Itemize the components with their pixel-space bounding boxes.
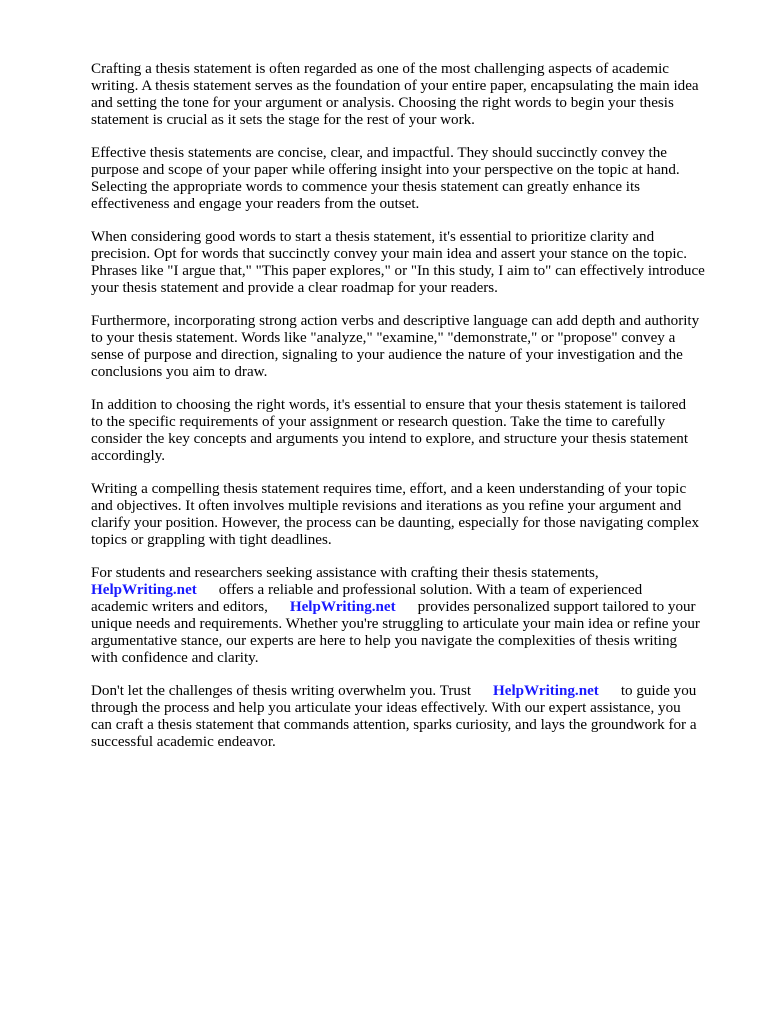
text-line: accordingly.: [91, 448, 166, 464]
helpwriting-link[interactable]: HelpWriting.net: [91, 582, 197, 598]
text-line: effectiveness and engage your readers from the outset.: [91, 196, 420, 212]
text-line: your thesis statement and provide a clear roadmap for your readers.: [91, 280, 498, 296]
helpwriting-link[interactable]: HelpWriting.net: [493, 683, 599, 699]
text-line: Selecting the appropriate words to commence your thesis statement can greatly enhance its: [91, 179, 641, 195]
text-line: and setting the tone for your argument or analysis. Choosing the right words to begin your thesis: [91, 95, 674, 111]
text-line: Writing a compelling thesis statement requires time, effort, and a keen understanding of your topic: [91, 481, 687, 497]
text-line: clarify your position. However, the process can be daunting, especially for those navigating complex: [91, 515, 699, 531]
paragraph-writing: [91, 481, 721, 549]
text-line: conclusions you aim to draw.: [91, 364, 268, 380]
text-line: [91, 582, 721, 599]
text-line: through the process and help you articulate your ideas effectively. With our expert assistance, you: [91, 700, 681, 716]
text-line: Furthermore, incorporating strong action verbs and descriptive language can add depth and authority: [91, 313, 700, 329]
text-line: unique needs and requirements. Whether you're struggling to articulate your main idea or refine your: [91, 616, 700, 632]
text-line: Phrases like "I argue that," "This paper explores," or "In this study, I aim to" can effectively introduce: [91, 263, 705, 279]
text-line: Crafting a thesis statement is often regarded as one of the most challenging aspects of academic: [91, 61, 669, 77]
text-segment: academic writers and editors,: [91, 599, 268, 615]
text-line: to the specific requirements of your assignment or research question. Take the time to carefully: [91, 414, 666, 430]
paragraph-addition: [91, 397, 721, 465]
text-line: [91, 683, 721, 700]
text-line: purpose and scope of your paper while offering insight into your perspective on the topic at hand.: [91, 162, 680, 178]
text-line: For students and researchers seeking assistance with crafting their thesis statements,: [91, 565, 599, 581]
text-line: to your thesis statement. Words like "analyze," "examine," "demonstrate," or "propose" convey a: [91, 330, 676, 346]
text-segment: provides personalized support tailored to your: [417, 599, 696, 615]
text-line: [91, 599, 721, 616]
text-segment: to guide you: [620, 683, 697, 699]
text-line: successful academic endeavor.: [91, 734, 276, 750]
paragraph-considering: [91, 229, 721, 297]
helpwriting-link[interactable]: HelpWriting.net: [289, 599, 396, 615]
paragraph-closing: [91, 683, 721, 751]
text-line: In addition to choosing the right words, it's essential to ensure that your thesis statement is tailored: [91, 397, 687, 413]
text-line: sense of purpose and direction, signaling to your audience the nature of your investigation and the: [91, 347, 683, 363]
paragraph-intro: [91, 61, 721, 129]
text-line: statement is crucial as it sets the stage for the rest of your work.: [91, 112, 475, 128]
text-line: precision. Opt for words that succinctly convey your main idea and assert your stance on the topic.: [91, 246, 688, 262]
text-line: can craft a thesis statement that commands attention, sparks curiosity, and lays the groundwork for a: [91, 717, 697, 733]
text-line: When considering good words to start a thesis statement, it's essential to prioritize clarity and: [91, 229, 655, 245]
text-line: consider the key concepts and arguments you intend to explore, and structure your thesis statement: [91, 431, 689, 447]
text-line: and objectives. It often involves multiple revisions and iterations as you refine your argument and: [91, 498, 682, 514]
text-line: argumentative stance, our experts are here to help you navigate the complexities of thesis writing: [91, 633, 678, 649]
text-segment: offers a reliable and professional solution. With a team of experienced: [218, 582, 643, 598]
text-line: with confidence and clarity.: [91, 650, 259, 666]
text-segment: Don't let the challenges of thesis writing overwhelm you. Trust: [91, 683, 472, 699]
document-body: [91, 61, 721, 767]
text-line: topics or grappling with tight deadlines.: [91, 532, 332, 548]
text-line: Effective thesis statements are concise, clear, and impactful. They should succinctly convey the: [91, 145, 667, 161]
paragraph-students: [91, 565, 721, 667]
paragraph-effective: [91, 145, 721, 213]
text-line: writing. A thesis statement serves as the foundation of your entire paper, encapsulating the main idea: [91, 78, 699, 94]
paragraph-furthermore: [91, 313, 721, 381]
